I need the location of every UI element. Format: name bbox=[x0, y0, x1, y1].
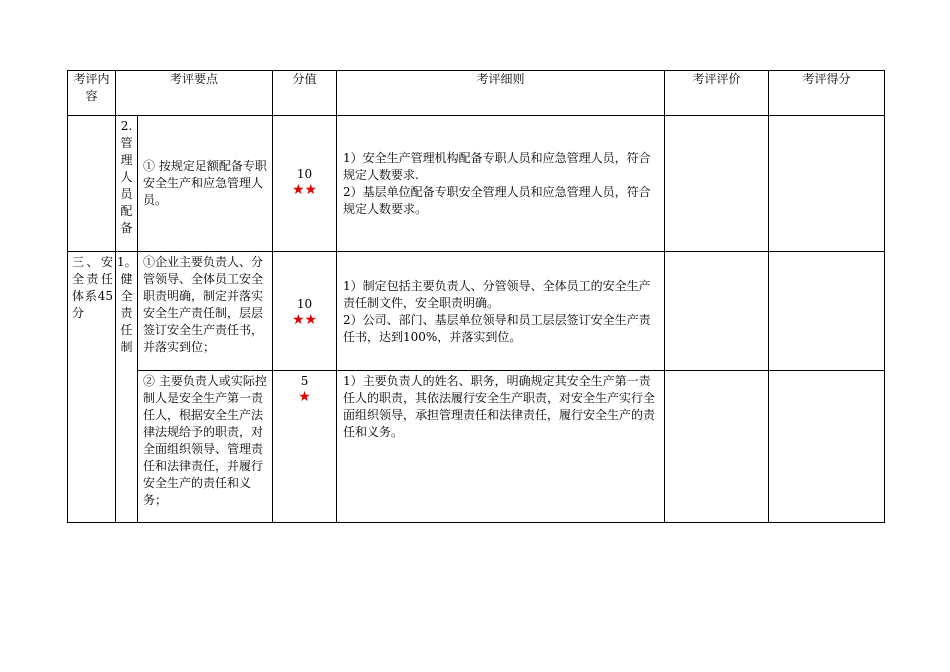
rule-line: 1）安全生产管理机构配备专职人员和应急管理人员，符合规定人数要求. bbox=[343, 151, 651, 182]
star-rating-icon: ★★ bbox=[291, 182, 318, 198]
category-cell bbox=[68, 116, 116, 252]
point-cell: ① 按规定足额配备专职安全生产和应急管理人员。 bbox=[138, 116, 273, 252]
table-row bbox=[68, 252, 885, 371]
evaluation-cell bbox=[665, 252, 769, 371]
category-cell: 三、安全责任体系45分 bbox=[68, 252, 116, 523]
score-cell bbox=[273, 116, 337, 252]
point-cell: ①企业主要负责人、分管领导、全体员工安全职责明确，制定并落实安全生产责任制，层层签订安全生产责任书，并落实到位； bbox=[138, 252, 273, 371]
score-value: 5 bbox=[300, 374, 309, 388]
sub-item-cell: 1。健全责任制 bbox=[116, 252, 138, 523]
evaluation-cell bbox=[665, 116, 769, 252]
star-rating-icon: ★ bbox=[298, 389, 311, 405]
result-cell bbox=[769, 116, 885, 252]
rule-line: 1）制定包括主要负责人、分管领导、全体员工的安全生产责任制文件，安全职责明确。 bbox=[343, 279, 651, 310]
sub-item-cell: 2.管理人员配备 bbox=[116, 116, 138, 252]
rules-cell bbox=[337, 371, 665, 523]
result-cell bbox=[769, 371, 885, 523]
rule-line: 1）主要负责人的姓名、职务，明确规定其安全生产第一责任人的职责，其依法履行安全生产职责，对安全生产实行全面组织领导，承担管理责任和法律责任，履行安全生产的责任和义务。 bbox=[343, 374, 656, 439]
rules-cell bbox=[337, 116, 665, 252]
table-row bbox=[68, 116, 885, 252]
score-value: 10 bbox=[296, 297, 313, 311]
header-points: 考评要点 bbox=[116, 71, 273, 116]
evaluation-cell bbox=[665, 371, 769, 523]
rule-line: 2）基层单位配备专职安全管理人员和应急管理人员，符合规定人数要求。 bbox=[343, 185, 651, 216]
header-result: 考评得分 bbox=[769, 71, 885, 116]
score-cell bbox=[273, 371, 337, 523]
score-cell bbox=[273, 252, 337, 371]
result-cell bbox=[769, 252, 885, 371]
rule-line: 2）公司、部门、基层单位领导和员工层层签订安全生产责任书，达到100%，并落实到位。 bbox=[343, 313, 651, 344]
star-rating-icon: ★★ bbox=[291, 312, 318, 328]
score-value: 10 bbox=[296, 167, 313, 181]
point-cell: ② 主要负责人或实际控制人是安全生产第一责任人，根据安全生产法律法规给予的职责，对全面组织领导、管理责任和法律责任，并履行安全生产的责任和义务； bbox=[138, 371, 273, 523]
header-content: 考评内容 bbox=[68, 71, 116, 116]
table-row bbox=[68, 371, 885, 523]
header-evaluation: 考评评价 bbox=[665, 71, 769, 116]
header-rules: 考评细则 bbox=[337, 71, 665, 116]
table-header-row bbox=[68, 71, 885, 116]
header-score: 分值 bbox=[273, 71, 337, 116]
evaluation-table bbox=[67, 70, 885, 523]
rules-cell bbox=[337, 252, 665, 371]
